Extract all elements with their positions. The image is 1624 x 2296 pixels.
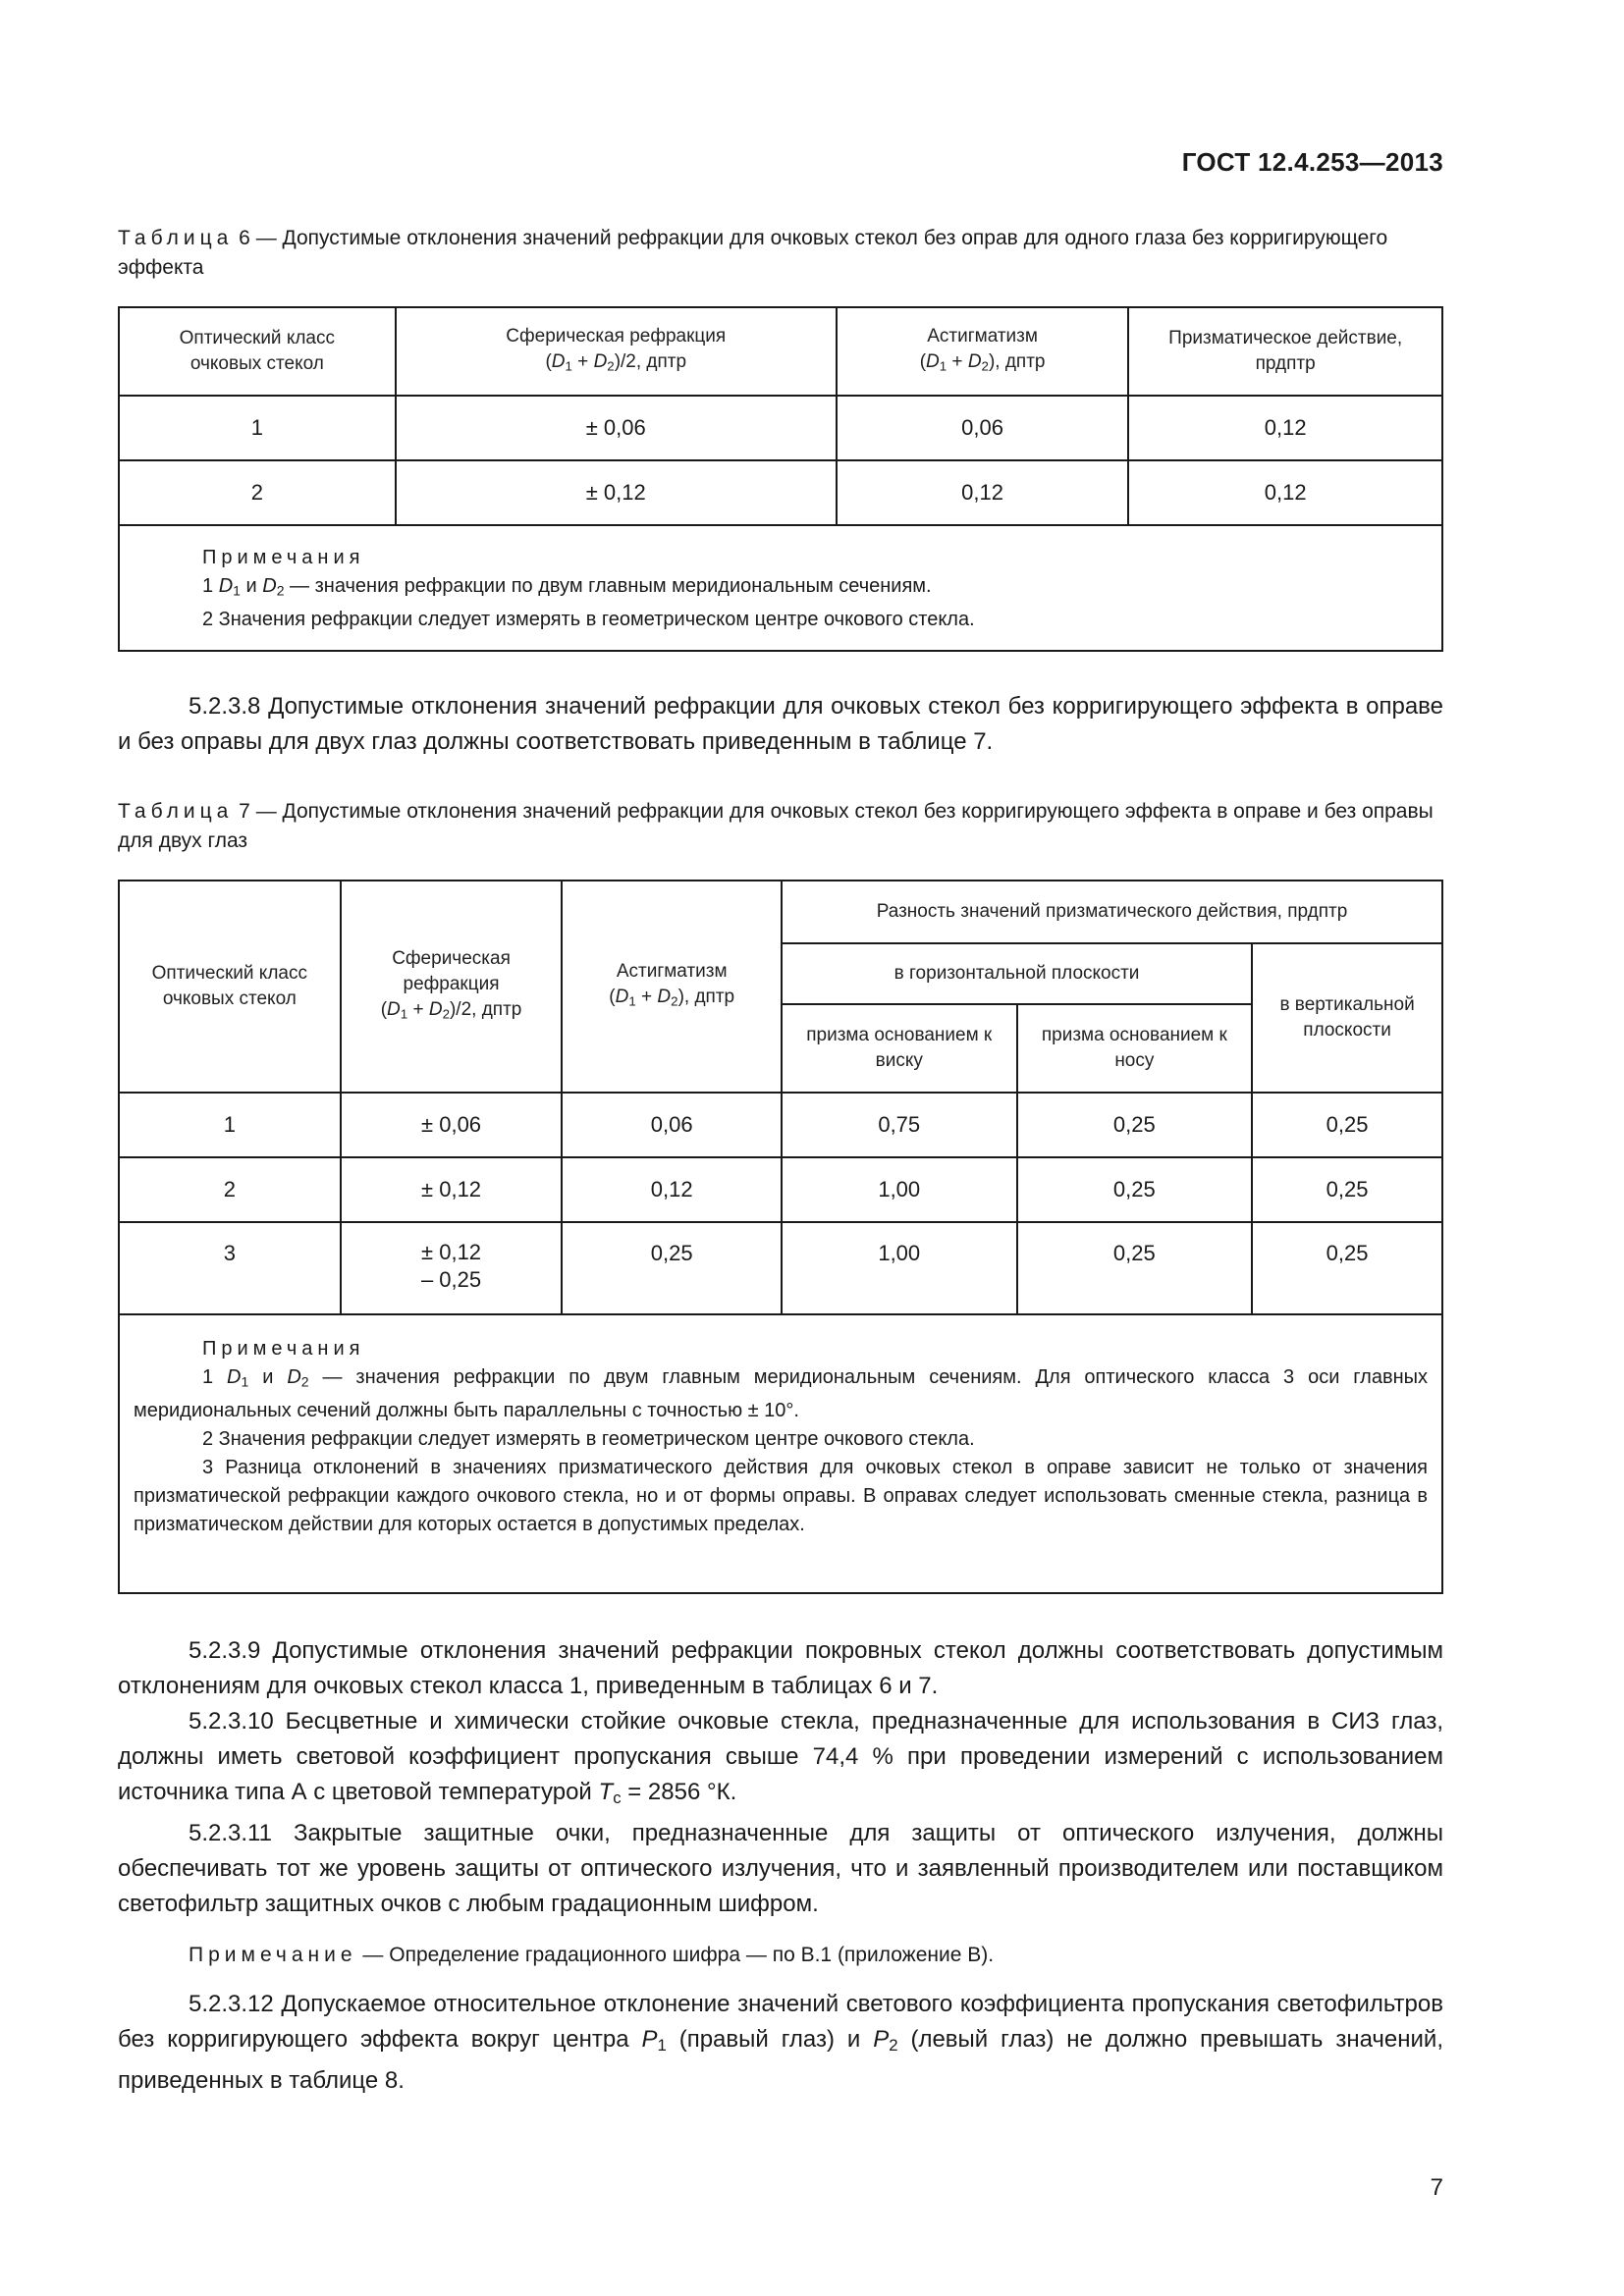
table6-note-1: 1 $D_1$ и $D_2$ — значения рефракции по двум главным меридиональным сечениям. <box>202 575 932 599</box>
table7-cell: 0,25 <box>562 1222 782 1314</box>
table6-caption-text: 6 — Допустимые отклонения значений рефракции для очковых стекол без оправ для одного глаза без корригирующего эффекта <box>118 227 1388 279</box>
note-text: — Определение градационного шифра — по В.1 (приложение В). <box>356 1944 995 1967</box>
table7-caption-label: Таблица <box>118 800 234 823</box>
table7-cell: 0,75 <box>782 1093 1017 1157</box>
table6-cell: 0,12 <box>1128 396 1442 460</box>
table6-notes-title: Примечания <box>202 547 365 568</box>
table-row <box>119 1157 1442 1222</box>
table6-caption-label: Таблица <box>118 227 234 249</box>
table6-note-1-text: — значения рефракции по двум главным меридиональным сечениям. <box>284 575 932 597</box>
table7-header-astig-formula: $(D_1 + D_2)$, дптр <box>609 986 735 1009</box>
table-row <box>119 396 1442 460</box>
paragraph-52312-part3: (левый глаз) не должно превышать значений, приведенных в таблице 8. <box>118 2026 1443 2095</box>
table7-header-sphere-suffix: )/2, дптр <box>449 998 522 1020</box>
table7-cell: 0,25 <box>1252 1157 1442 1222</box>
table6-note-2: 2 Значения рефракции следует измерять в геометрическом центре очкового стекла. <box>202 608 975 630</box>
table6-cell: 0,12 <box>1128 460 1442 525</box>
table7-cell: 3 <box>119 1222 341 1314</box>
table6-cell: 0,12 <box>837 460 1129 525</box>
paragraph-5238: 5.2.3.8 Допустимые отклонения значений рефракции для очковых стекол без корригирующего эффекта в оправе и без оправы для двух глаз должны соответствовать приведенным в таблице 7. <box>118 693 1443 755</box>
table7-header-temple: призма основанием к виску <box>782 1004 1017 1093</box>
table7-notes-title: Примечания <box>202 1338 365 1360</box>
table6-caption <box>118 224 1443 283</box>
paragraph-52311: 5.2.3.11 Закрытые защитные очки, предназначенные для защиты от оптического излучения, должны обеспечивать тот же уровень защиты от оптического излучения, что и заявленный производителем или поставщиком светофильтр защитных очков с любым градационным шифром. <box>118 1820 1443 1918</box>
table6-header-astig-line1: Астигматизм <box>927 325 1038 347</box>
table7-header-astig-suffix: ), дптр <box>677 986 735 1007</box>
table6-cell: 1 <box>119 396 396 460</box>
table7-sphere-lower: – 0,25 <box>420 1267 482 1292</box>
table6-cell: ± 0,06 <box>396 396 837 460</box>
table7-cell: 0,25 <box>1252 1093 1442 1157</box>
table7-cell: 1,00 <box>782 1157 1017 1222</box>
table6-notes-row <box>119 525 1442 651</box>
table7-header-prism-group: Разность значений призматического действия, прдптр <box>782 881 1442 943</box>
table6-header-prism: Призматическое действие, прдптр <box>1128 307 1442 396</box>
paragraph-52310: 5.2.3.10 Бесцветные и химически стойкие очковые стекла, предназначенные для использования в СИЗ глаз, должны иметь световой коэффициент пропускания свыше 74,4 % при проведении измерений с использованием источника типа А с цветовой температурой $T_c = 2856$ °К. <box>118 1708 1443 1808</box>
table-row <box>119 1222 1442 1314</box>
table7-header-astig <box>562 881 782 1093</box>
table7-cell: 1,00 <box>782 1222 1017 1314</box>
paragraph-52312: 5.2.3.12 Допускаемое относительное отклонение значений светового коэффициента пропускания светофильтров без корригирующего эффекта вокруг центра $P_1$ (правый глаз) и $P_2$ (левый глаз) не должно превышать значений, приведенных в таблице 8. <box>118 1991 1443 2095</box>
table6-cell: 0,06 <box>837 396 1129 460</box>
table7-note-1-text: — значения рефракции по двум главным меридиональным сечениям. Для оптического класса 3 оси главных меридиональных сечений должны быть параллельны с точностью ± 10°. <box>134 1366 1429 1421</box>
table7-header-horizontal: в горизонтальной плоскости <box>782 943 1252 1004</box>
table7-header-nose: призма основанием к носу <box>1017 1004 1253 1093</box>
paragraph-5239: 5.2.3.9 Допустимые отклонения значений рефракции покровных стекол должны соответствовать допустимым отклонениям для очковых стекол класса 1, приведенным в таблицах 6 и 7. <box>118 1637 1443 1699</box>
paragraph-52310-tail: = 2856 °К. <box>621 1779 737 1805</box>
table7-header-row <box>119 881 1442 943</box>
note-definition <box>118 1938 1443 1973</box>
table6-header-astig <box>837 307 1129 396</box>
table7-caption-text: 7 — Допустимые отклонения значений рефракции для очковых стекол без корригирующего эффекта в оправе и без оправы для двух глаз <box>118 800 1434 852</box>
table7-cell-sphere-range <box>341 1222 563 1314</box>
table6-header-sphere <box>396 307 837 396</box>
paragraph-52312-part2: (правый глаз) и <box>666 2026 874 2054</box>
paragraph-52312-part1: 5.2.3.12 Допускаемое относительное отклонение значений светового коэффициента пропускания светофильтров без корригирующего эффекта вокруг центра <box>118 1991 1443 2054</box>
table6-header-astig-suffix: ), дптр <box>988 350 1046 372</box>
body-text-block <box>118 1633 1443 2099</box>
table6 <box>118 306 1443 652</box>
table7-header-sphere-formula: $(D_1 + D_2)/2$, дптр <box>380 998 522 1022</box>
table-row <box>119 1093 1442 1157</box>
table7-header-vertical: в вертикальной плоскости <box>1252 943 1442 1093</box>
table7-cell: 0,25 <box>1017 1093 1253 1157</box>
table7-note-3: 3 Разница отклонений в значениях призматического действия для очковых стекол в оправе зависит не только от значения призматической рефракции каждого очкового стекла, но и от формы оправы. В оправах следует использовать сменные стекла, разница в призматическом действии для которых остается в допустимых пределах. <box>134 1456 1428 1535</box>
note-label: Примечание <box>189 1944 357 1967</box>
page-number: 7 <box>1430 2174 1443 2201</box>
table7-sphere-upper: ± 0,12 <box>421 1240 482 1264</box>
table7-cell: 1 <box>119 1093 341 1157</box>
table7-note-2: 2 Значения рефракции следует измерять в геометрическом центре очкового стекла. <box>202 1427 975 1450</box>
table-row <box>119 460 1442 525</box>
table6-header-sphere-formula: $(D_1 + D_2)/2$, дптр <box>545 350 687 374</box>
table7-caption <box>118 797 1443 856</box>
table6-header-sphere-suffix: )/2, дптр <box>614 350 687 372</box>
table6-header-astig-formula: $(D_1 + D_2)$, дптр <box>919 350 1046 374</box>
table7-cell: 0,25 <box>1017 1222 1253 1314</box>
table6-header-sphere-line1: Сферическая рефракция <box>506 325 727 347</box>
table7-cell: 0,06 <box>562 1093 782 1157</box>
table7-header-astig-line1: Астигматизм <box>616 960 728 982</box>
table7-notes-row <box>119 1314 1442 1593</box>
table7-cell: 0,25 <box>1252 1222 1442 1314</box>
table7-header-class: Оптический класс очковых стекол <box>119 881 341 1093</box>
table7-notes <box>119 1314 1442 1593</box>
table7 <box>118 880 1443 1594</box>
table6-cell: 2 <box>119 460 396 525</box>
table6-header-row <box>119 307 1442 396</box>
table7-note-1: 1 $D_1$ и $D_2$ — значения рефракции по двум главным меридиональным сечениям. Для оптического класса 3 оси главных меридиональных сечений должны быть параллельны с точностью ± 10°. <box>134 1366 1429 1421</box>
table7-cell: 0,25 <box>1017 1157 1253 1222</box>
table6-cell: ± 0,12 <box>396 460 837 525</box>
table6-notes <box>119 525 1442 651</box>
table7-cell: 0,12 <box>562 1157 782 1222</box>
table7-header-sphere-line1: Сферическая рефракция <box>392 947 511 994</box>
document-header: ГОСТ 12.4.253—2013 <box>1181 147 1443 177</box>
table7-cell: ± 0,06 <box>341 1093 563 1157</box>
table7-cell: 2 <box>119 1157 341 1222</box>
table7-header-sphere <box>341 881 563 1093</box>
table7-cell: ± 0,12 <box>341 1157 563 1222</box>
paragraph-52310-text: 5.2.3.10 Бесцветные и химически стойкие очковые стекла, предназначенные для использования в СИЗ глаз, должны иметь световой коэффициент пропускания свыше 74,4 % при проведении измерений с использованием источника типа А с цветовой температурой <box>118 1708 1443 1805</box>
table6-header-class: Оптический класс очковых стекол <box>119 307 396 396</box>
